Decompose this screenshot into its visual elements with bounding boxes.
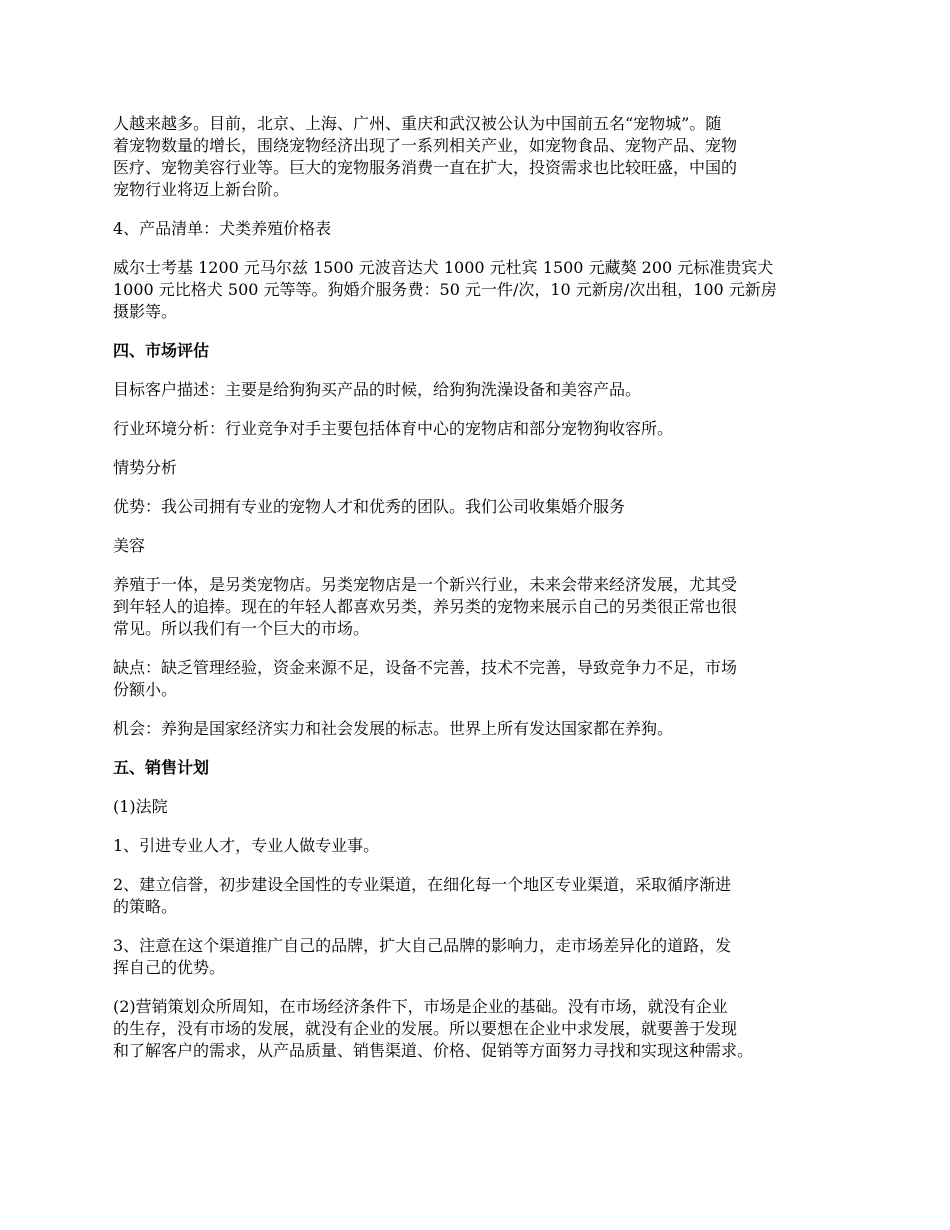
paragraph-dog-price-list: 威尔士考基 1200 元马尔兹 1500 元波音达犬 1000 元杜宾 1500 元藏獒 200 元标准贵宾犬 1000 元比格犬 500 元等等。狗婚介服务费：50 元一件/次，10 元新房/次出租，100 元新房 摄影等。	[113, 258, 777, 321]
paragraph-beauty: 美容	[113, 536, 146, 555]
paragraph-item-1-court: (1)法院	[113, 797, 168, 816]
section-heading-sales-plan: 五、销售计划	[113, 758, 210, 777]
paragraph-step-3-brand: 3、注意在这个渠道推广自己的品牌，扩大自己品牌的影响力，走市场差异化的道路，发 挥自己的优势。	[113, 936, 732, 977]
document-page	[113, 113, 843, 1079]
paragraph-step-1-talent: 1、引进专业人才，专业人做专业事。	[113, 836, 380, 855]
paragraph-step-2-credibility: 2、建立信誉，初步建设全国性的专业渠道，在细化每一个地区专业渠道，采取循序渐进 的策略。	[113, 875, 732, 916]
paragraph-weaknesses: 缺点：缺乏管理经验，资金来源不足，设备不完善，技术不完善，导致竞争力不足，市场 份额小。	[113, 658, 738, 699]
paragraph-pet-industry-intro: 人越来越多。目前，北京、上海、广州、重庆和武汉被公认为中国前五名“宠物城”。随 着宠物数量的增长，围绕宠物经济出现了一系列相关产业，如宠物食品、宠物产品、宠物 医疗、宠物美容行业等。巨大的宠物服务消费一直在扩大，投资需求也比较旺盛，中国的 宠物行业将迈上新台阶。	[113, 114, 738, 199]
paragraph-target-customers: 目标客户描述：主要是给狗狗买产品的时候，给狗狗洗澡设备和美容产品。	[113, 380, 642, 399]
paragraph-situation-analysis: 情势分析	[113, 458, 178, 477]
paragraph-item-2-marketing: (2)营销策划众所周知，在市场经济条件下，市场是企业的基础。没有市场，就没有企业 的生存，没有市场的发展，就没有企业的发展。所以要想在企业中求发展，就要善于发现 和了解客户的需求，从产品质量、销售渠道、价格、促销等方面努力寻找和实现这种需求。	[113, 997, 754, 1060]
paragraph-alternative-pet-store: 养殖于一体，是另类宠物店。另类宠物店是一个新兴行业，未来会带来经济发展，尤其受 到年轻人的追捧。现在的年轻人都喜欢另类，养另类的宠物来展示自己的另类很正常也很 常见。所以我们有一个巨大的市场。	[113, 575, 738, 638]
paragraph-opportunities: 机会：养狗是国家经济实力和社会发展的标志。世界上所有发达国家都在养狗。	[113, 719, 674, 738]
paragraph-product-list-title: 4、产品清单：犬类养殖价格表	[113, 219, 332, 238]
section-heading-market-assessment: 四、市场评估	[113, 341, 210, 360]
paragraph-strengths: 优势：我公司拥有专业的宠物人才和优秀的团队。我们公司收集婚介服务	[113, 497, 626, 516]
paragraph-industry-environment: 行业环境分析：行业竞争对手主要包括体育中心的宠物店和部分宠物狗收容所。	[113, 419, 674, 438]
